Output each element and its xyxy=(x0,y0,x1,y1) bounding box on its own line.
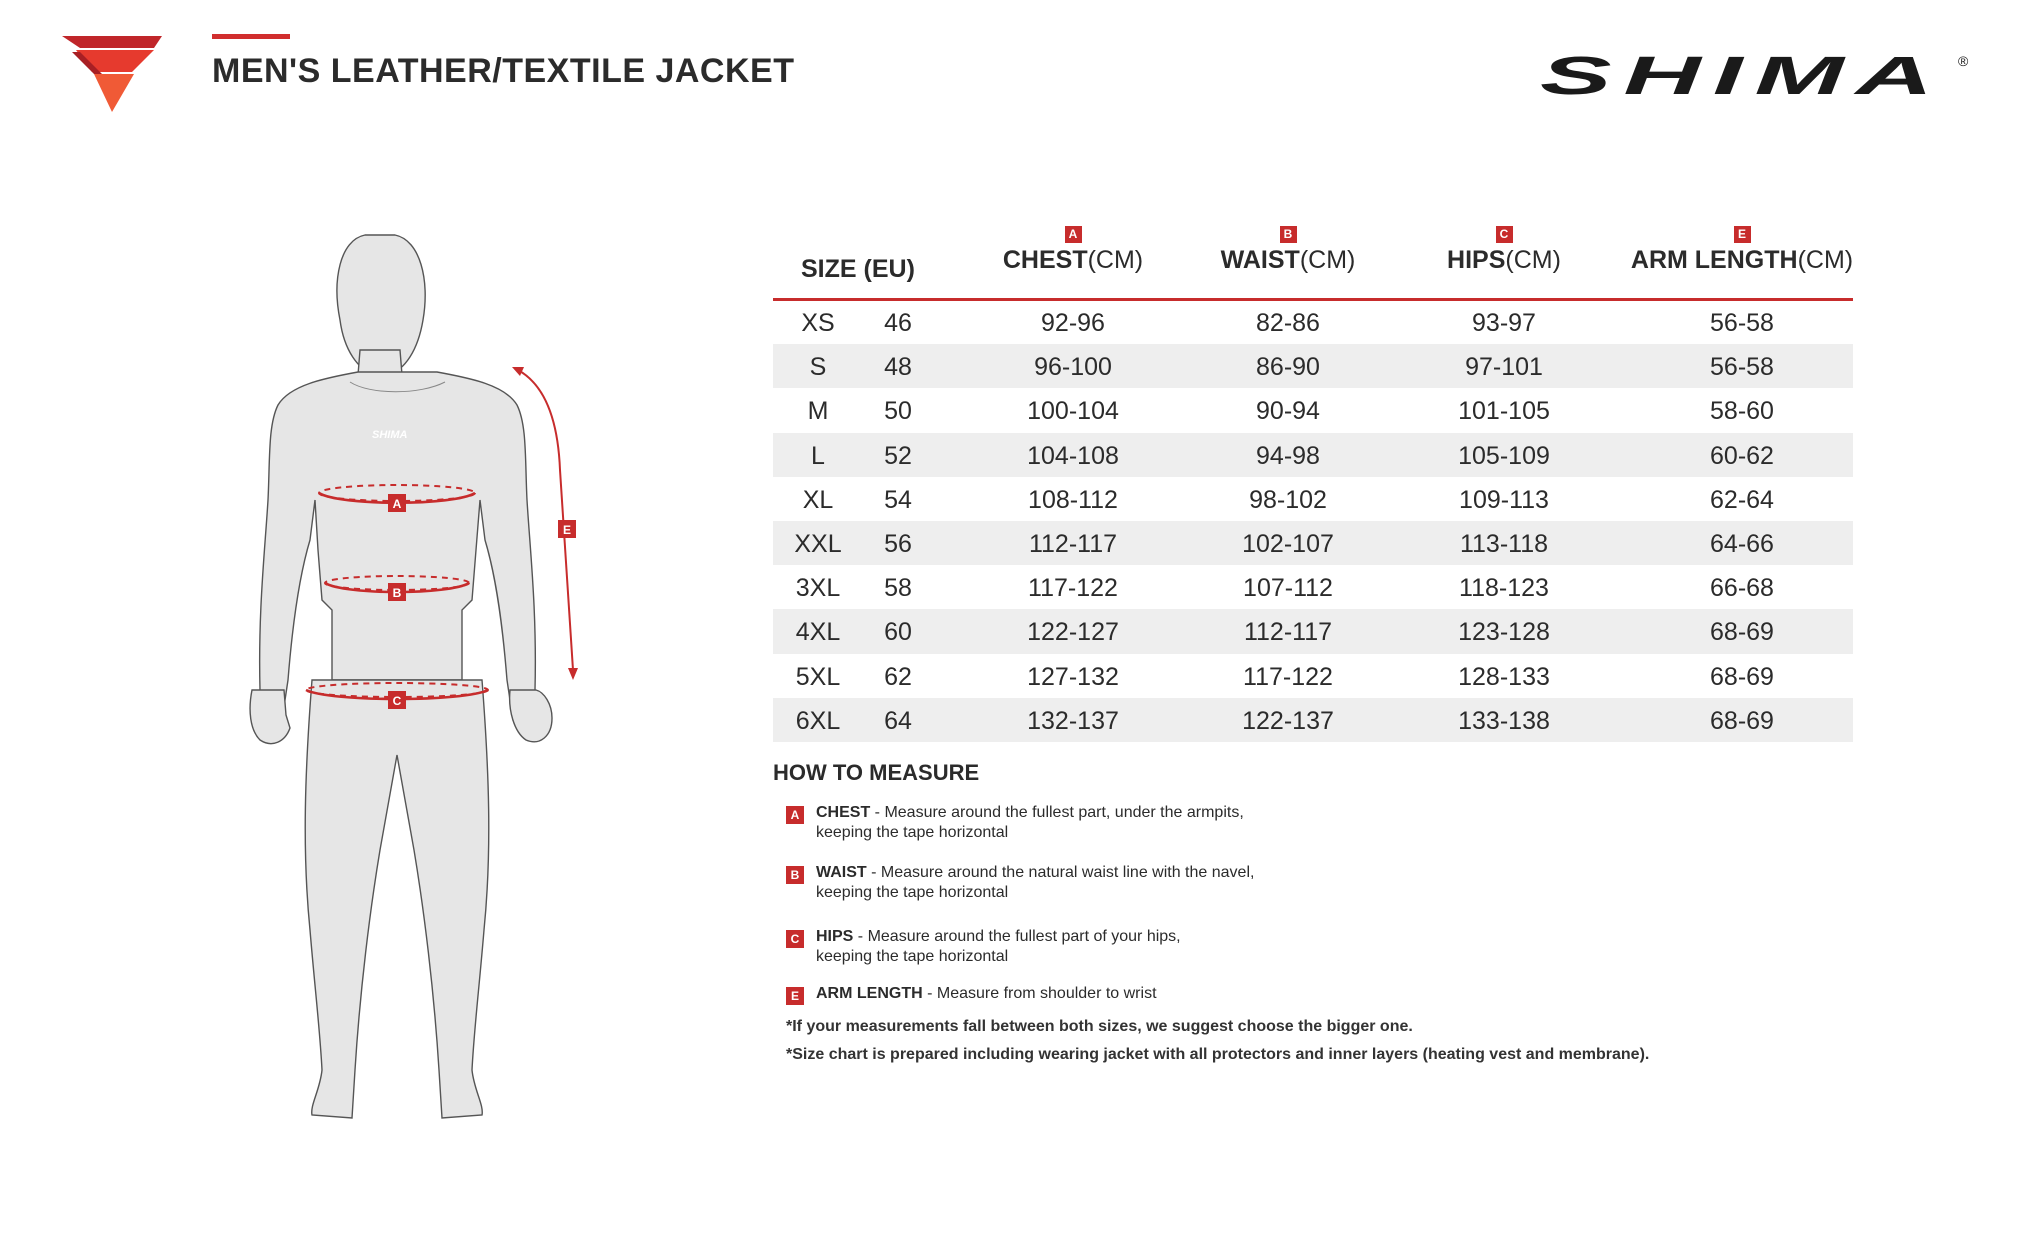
left-hand-shape xyxy=(250,690,290,744)
table-row xyxy=(773,433,1853,477)
arm-cell: 66-68 xyxy=(1710,574,1774,603)
waist-cell: 86-90 xyxy=(1256,353,1320,382)
size-between-note: *If your measurements fall between both sizes, we suggest choose the bigger one. xyxy=(786,1018,1413,1035)
waist-cell: 102-107 xyxy=(1242,529,1334,558)
size-cell: 4XL xyxy=(795,618,841,647)
table-row xyxy=(773,388,1853,432)
arm-marker-label: E xyxy=(562,523,572,537)
waist-item-text-2: keeping the tape horizontal xyxy=(816,884,1009,901)
hips-item-term: HIPS xyxy=(816,928,854,945)
chest-cell: 104-108 xyxy=(1027,441,1119,470)
size-cell: XS xyxy=(801,309,835,337)
size-table-body xyxy=(773,300,1853,742)
eu-size-cell: 56 xyxy=(884,529,912,558)
how-to-measure-title: HOW TO MEASURE xyxy=(773,760,980,785)
chest-cell: 122-127 xyxy=(1027,618,1119,647)
arm-item-term: ARM LENGTH xyxy=(816,985,923,1002)
waist-cell: 112-117 xyxy=(1243,618,1333,647)
hips-item-text-2: keeping the tape horizontal xyxy=(816,948,1009,965)
size-cell: L xyxy=(811,441,825,470)
arm-cell: 64-66 xyxy=(1710,529,1774,558)
size-cell: XL xyxy=(802,485,834,514)
chest-item-text: - Measure around the fullest part, under the armpits, xyxy=(870,804,1244,821)
chest-column-unit: (CM) xyxy=(1087,246,1144,274)
hips-cell: 97-101 xyxy=(1465,353,1543,382)
waist-cell: 117-122 xyxy=(1243,662,1333,691)
eu-size-cell: 50 xyxy=(884,397,912,426)
eu-size-cell: 54 xyxy=(884,485,912,514)
chest-cell: 96-100 xyxy=(1034,353,1112,382)
waist-column-unit: (CM) xyxy=(1299,246,1356,274)
arm-column-unit: (CM) xyxy=(1797,246,1854,274)
table-row xyxy=(773,521,1853,565)
torso-shape xyxy=(260,372,536,720)
waist-cell: 94-98 xyxy=(1256,441,1320,470)
hips-column-header xyxy=(1404,225,1604,275)
page-title: MEN'S LEATHER/TEXTILE JACKET xyxy=(212,52,795,90)
table-row xyxy=(773,565,1853,609)
waist-marker-label: B xyxy=(392,586,402,600)
waist-column-title: WAIST xyxy=(1220,246,1300,274)
logo-wordmark: SHIMA xyxy=(1540,50,1945,100)
chest-marker-label: A xyxy=(392,497,402,511)
chest-cell: 100-104 xyxy=(1027,397,1119,426)
size-table-header xyxy=(773,225,1853,301)
waist-cell: 122-137 xyxy=(1242,706,1334,735)
waist-cell: 107-112 xyxy=(1243,574,1333,603)
chest-cell: 132-137 xyxy=(1027,706,1119,735)
registered-mark: ® xyxy=(1958,53,1969,69)
arm-column-title: ARM LENGTH xyxy=(1630,246,1798,274)
arm-cell: 56-58 xyxy=(1710,353,1774,382)
shima-logo xyxy=(1540,50,1980,100)
waist-item-tag: B xyxy=(786,866,804,884)
chest-column-tag: A xyxy=(1065,226,1082,243)
hips-cell: 109-113 xyxy=(1459,485,1549,514)
brand-mark-icon xyxy=(62,36,162,112)
waist-item-term: WAIST xyxy=(816,864,867,881)
eu-size-cell: 46 xyxy=(884,309,912,337)
arm-column-tag: E xyxy=(1734,226,1751,243)
hips-cell: 123-128 xyxy=(1458,618,1550,647)
size-cell: 6XL xyxy=(795,706,841,735)
neck-shape xyxy=(358,350,402,375)
arm-cell: 60-62 xyxy=(1710,441,1774,470)
chest-item-text-2: keeping the tape horizontal xyxy=(816,824,1009,841)
size-cell: XXL xyxy=(794,529,842,558)
table-row xyxy=(773,654,1853,698)
table-row xyxy=(773,344,1853,388)
hips-cell: 101-105 xyxy=(1458,397,1550,426)
hips-cell: 93-97 xyxy=(1472,309,1536,337)
size-cell: 3XL xyxy=(795,574,841,603)
eu-size-cell: 58 xyxy=(884,574,912,603)
chest-column-header xyxy=(973,225,1173,275)
hips-cell: 128-133 xyxy=(1458,662,1550,691)
hips-cell: 133-138 xyxy=(1458,706,1550,735)
arm-cell: 56-58 xyxy=(1710,309,1774,337)
table-row xyxy=(773,477,1853,521)
title-accent-rule xyxy=(212,34,290,39)
waist-column-tag: B xyxy=(1280,226,1297,243)
chest-cell: 127-132 xyxy=(1027,662,1119,691)
arm-item-text: - Measure from shoulder to wrist xyxy=(922,985,1157,1002)
chest-cell: 112-117 xyxy=(1028,529,1118,558)
legs-shape xyxy=(305,680,489,1118)
right-hand-shape xyxy=(510,690,552,742)
waist-column-header xyxy=(1188,225,1388,275)
body-measurement-figure xyxy=(240,210,610,1140)
chest-column-title: CHEST xyxy=(1002,246,1088,274)
arm-cell: 58-60 xyxy=(1710,397,1774,426)
waist-cell: 90-94 xyxy=(1256,397,1320,426)
eu-size-cell: 48 xyxy=(884,353,912,382)
arm-item-tag: E xyxy=(786,987,804,1005)
waist-cell: 82-86 xyxy=(1256,309,1320,337)
chest-cell: 108-112 xyxy=(1028,485,1118,514)
hips-column-unit: (CM) xyxy=(1505,246,1561,274)
table-row xyxy=(773,300,1853,344)
shirt-logo: SHIMA xyxy=(372,429,408,441)
eu-size-cell: 60 xyxy=(884,618,912,647)
size-cell: M xyxy=(807,397,829,426)
arm-cell: 68-69 xyxy=(1710,706,1774,735)
hips-marker-label: C xyxy=(392,694,402,708)
size-chart-note: *Size chart is prepared including wearing jacket with all protectors and inner layers (heating vest and membrane). xyxy=(786,1046,1650,1063)
arm-cell: 62-64 xyxy=(1710,485,1774,514)
arm-cell: 68-69 xyxy=(1710,662,1774,691)
table-row xyxy=(773,609,1853,653)
hips-column-tag: C xyxy=(1496,226,1513,243)
chest-cell: 92-96 xyxy=(1041,309,1105,337)
arm-cell: 68-69 xyxy=(1710,618,1774,647)
waist-item-text: - Measure around the natural waist line with the navel, xyxy=(866,864,1255,881)
waist-cell: 98-102 xyxy=(1249,485,1327,514)
hips-item-tag: C xyxy=(786,930,804,948)
size-eu-header: SIZE (EU) xyxy=(801,255,915,283)
chest-item-term: CHEST xyxy=(816,804,871,821)
hips-column-title: HIPS xyxy=(1447,246,1506,274)
eu-size-cell: 52 xyxy=(884,441,912,470)
hips-cell: 113-118 xyxy=(1459,529,1549,558)
hips-cell: 105-109 xyxy=(1458,441,1550,470)
eu-size-cell: 64 xyxy=(884,706,912,735)
table-row xyxy=(773,698,1853,742)
chest-cell: 117-122 xyxy=(1028,574,1118,603)
size-cell: 5XL xyxy=(795,662,841,691)
arm-column-header xyxy=(1617,225,1867,275)
hips-cell: 118-123 xyxy=(1459,574,1549,603)
hips-item-text: - Measure around the fullest part of your hips, xyxy=(853,928,1181,945)
eu-size-cell: 62 xyxy=(884,662,912,691)
chest-item-tag: A xyxy=(786,806,804,824)
size-cell: S xyxy=(809,353,827,382)
